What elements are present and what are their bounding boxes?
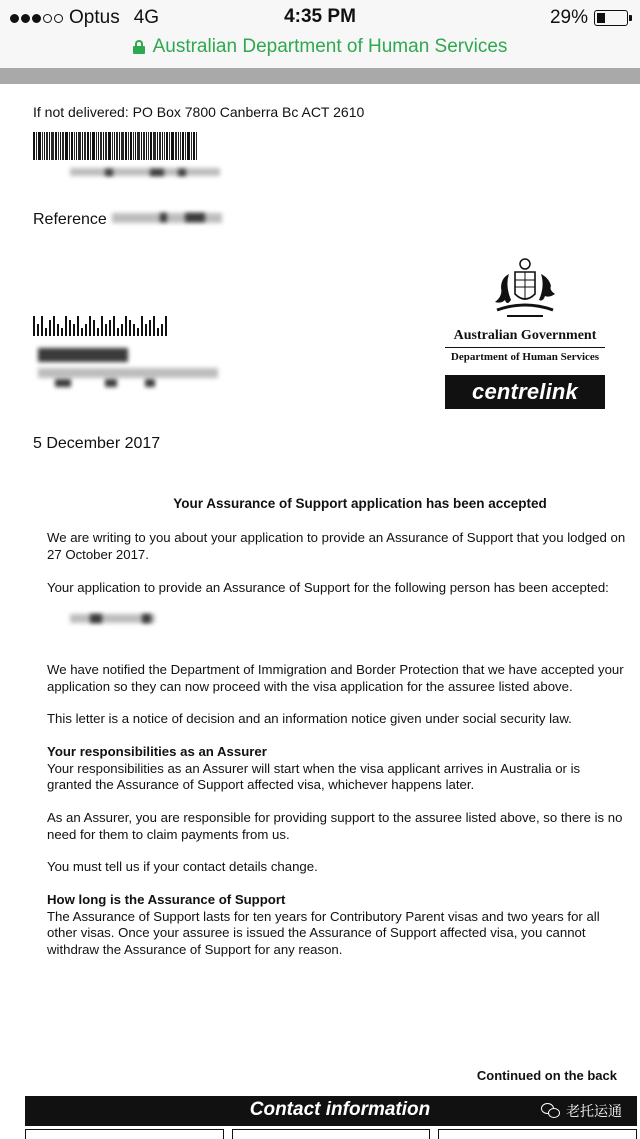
reference-label: Reference (33, 211, 107, 228)
site-title[interactable]: Australian Department of Human Services (152, 36, 508, 57)
paragraph-notified: We have notified the Department of Immigration and Border Protection that we have accepted your application so they can now proceed with the visa application for the assuree listed above. (47, 662, 624, 694)
paragraph-assurer-support: As an Assurer, you are responsible for providing support to the assuree listed above, so there is no need for them to claim payments from us. (47, 810, 623, 842)
carrier-name: Optus (69, 7, 120, 28)
contact-heading: Contact information (249, 1099, 431, 1120)
postal-barcode (33, 316, 183, 336)
battery-icon (594, 10, 628, 26)
department-name: Department of Human Services (445, 347, 605, 363)
government-logo (440, 254, 610, 409)
paragraph-intro: We are writing to you about your application to provide an Assurance of Support that you lodged on 27 October 2017. (47, 530, 626, 562)
contact-boxes (25, 1129, 637, 1139)
battery-percent: 29% (549, 7, 588, 28)
page-load-progress-bar (0, 68, 640, 84)
status-time: 4:35 PM (284, 6, 356, 27)
address-bar[interactable] (0, 36, 640, 68)
letter-date: 5 December 2017 (33, 435, 161, 452)
redacted-recipient-name (38, 348, 128, 362)
government-name: Australian Government (453, 328, 597, 343)
paragraph-accepted: Your application to provide an Assurance of Support for the following person has been accepted: (47, 580, 609, 595)
redacted-reference-number (112, 213, 222, 223)
watermark (541, 1101, 622, 1121)
section-duration-title: How long is the Assurance of Support (47, 892, 286, 907)
section-responsibilities-title: Your responsibilities as an Assurer (47, 744, 267, 759)
section-duration (47, 892, 627, 958)
mail-barcode (33, 132, 261, 160)
paragraph-notice: This letter is a notice of decision and an information notice given under social security law. (47, 711, 572, 726)
letter-heading: Your Assurance of Support application has been accepted (173, 496, 547, 511)
paragraph-contact-details: You must tell us if your contact details change. (47, 859, 318, 874)
return-address: If not delivered: PO Box 7800 Canberra Bc ACT 2610 (33, 104, 365, 120)
reference-line (33, 211, 107, 229)
watermark-text: 老托运通 (566, 1103, 622, 1119)
battery-status (550, 7, 628, 29)
section-responsibilities-text: Your responsibilities as an Assurer will start when the visa applicant arrives in Australia or is granted the Assurance of Support affected visa, whichever happens later. (47, 760, 581, 792)
status-bar (0, 0, 640, 36)
wechat-icon (541, 1103, 561, 1119)
coat-of-arms-icon (485, 254, 565, 324)
network-type: 4G (133, 7, 160, 28)
continued-note: Continued on the back (476, 1068, 617, 1083)
redacted-barcode-number (70, 168, 220, 176)
centrelink-logo: centrelink (445, 375, 605, 409)
section-duration-text: The Assurance of Support lasts for ten years for Contributory Parent visas and two years for all other visas. Once your assuree is issued the Assurance of Support affected visa, you cannot withdraw the Assurance of Support for any reason. (47, 908, 600, 957)
letter-document (0, 84, 640, 1139)
lock-icon (133, 40, 145, 54)
section-responsibilities (47, 744, 627, 794)
